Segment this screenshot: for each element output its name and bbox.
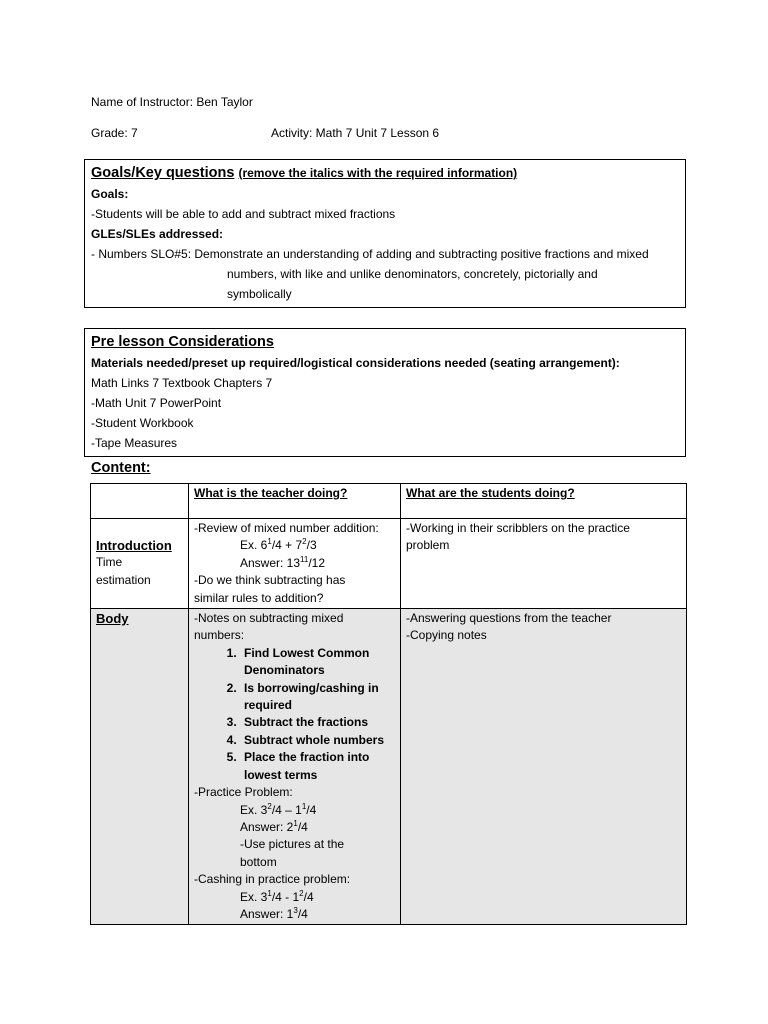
step-item: 1. Find Lowest Common Denominators (240, 645, 395, 680)
grade: Grade: 7 (91, 126, 138, 140)
time-label: estimation (96, 572, 151, 587)
step-item: 4. Subtract whole numbers (240, 732, 395, 749)
activity: Activity: Math 7 Unit 7 Lesson 6 (271, 126, 440, 140)
intro-teacher-line: -Do we think subtracting has (194, 573, 346, 588)
steps-list (194, 645, 395, 784)
body-notes-line: numbers: (194, 628, 245, 643)
instructor-name: Name of Instructor: Ben Taylor (91, 95, 253, 109)
body-students-line: -Answering questions from the teacher (406, 611, 612, 626)
slo-line: - Numbers SLO#5: Demonstrate an understanding of adding and subtracting positive fractions and mixed (91, 247, 649, 261)
intro-answer-sup: 11 (300, 554, 309, 564)
intro-students-line: -Working in their scribblers on the practice (406, 521, 630, 535)
body-teacher-cell (189, 609, 401, 925)
intro-teacher-line: similar rules to addition? (194, 590, 324, 605)
material-item: Math Links 7 Textbook Chapters 7 (91, 376, 273, 390)
intro-example-sup: 1 (267, 537, 272, 547)
goals-heading: Goals/Key questions (91, 165, 235, 181)
step-item: 2. Is borrowing/cashing in required (240, 680, 395, 715)
body-students-line: -Copying notes (406, 628, 487, 643)
cashing-answer-part: Answer: 1 (240, 906, 294, 921)
header-cell-teacher (189, 484, 401, 519)
practice-example-part: Ex. 3 (240, 802, 268, 817)
cashing-example-part: /4 (303, 889, 314, 904)
cashing-label: -Cashing in practice problem: (194, 872, 351, 887)
content-table (90, 483, 687, 925)
table-header-row (91, 484, 687, 519)
practice-answer-sup: 1 (293, 818, 298, 828)
practice-answer-part: Answer: 2 (240, 819, 294, 834)
body-notes-line: -Notes on subtracting mixed (194, 611, 344, 626)
pictures-line: bottom (240, 854, 277, 869)
header-cell-students (401, 484, 687, 519)
cashing-answer-sup: 3 (293, 905, 298, 915)
material-item: -Math Unit 7 PowerPoint (91, 396, 222, 410)
practice-example-sup: 1 (301, 801, 307, 811)
practice-example-part: /4 (306, 802, 317, 817)
cashing-example-sup: 2 (299, 888, 304, 898)
goal-item: -Students will be able to add and subtract mixed fractions (91, 207, 396, 221)
intro-example-part: Ex. 6 (240, 538, 268, 553)
cashing-answer-part: /4 (297, 906, 308, 921)
practice-example-sup: 2 (267, 801, 272, 811)
body-students-cell (401, 609, 687, 925)
goals-note: (remove the italics with the required information) (238, 166, 518, 180)
goals-section (84, 159, 686, 308)
intro-example-part: /3 (306, 538, 317, 553)
col-teacher-label: What is the teacher doing? (194, 486, 348, 500)
cashing-answer (194, 906, 395, 923)
slo-line: numbers, with like and unlike denominators, concretely, pictorially and (227, 267, 598, 281)
cashing-example-part: Ex. 3 (240, 889, 268, 904)
practice-example-part: /4 – 1 (271, 802, 302, 817)
pictures-line: -Use pictures at the (240, 837, 345, 852)
slo-line: symbolically (227, 287, 292, 301)
intro-answer-part: Answer: 13 (240, 555, 301, 570)
content-heading: Content: (91, 460, 151, 476)
cashing-example-sup: 1 (267, 888, 272, 898)
cashing-example (194, 889, 395, 906)
step-item: 3. Subtract the fractions (240, 714, 395, 731)
intro-label-cell (91, 519, 189, 609)
intro-teacher-line: -Review of mixed number addition: (194, 521, 379, 535)
body-label: Body (96, 611, 129, 627)
practice-answer-part: /4 (297, 819, 308, 834)
goals-label: Goals: (91, 187, 129, 201)
table-row-body (91, 609, 687, 925)
practice-answer (194, 819, 395, 836)
intro-label: Introduction (96, 538, 172, 553)
intro-answer-part: /12 (308, 555, 326, 570)
table-row-introduction (91, 519, 687, 609)
pre-lesson-section (84, 328, 686, 457)
material-item: -Tape Measures (91, 436, 178, 450)
intro-example-part: /4 + 7 (271, 538, 303, 553)
gles-label: GLEs/SLEs addressed: (91, 227, 224, 241)
materials-label: Materials needed/preset up required/logistical considerations needed (seating arrangement): (91, 356, 620, 370)
cashing-example-part: /4 - 1 (271, 889, 300, 904)
col-students-label: What are the students doing? (406, 486, 575, 500)
header-cell-empty (91, 484, 189, 519)
intro-answer (194, 555, 395, 572)
time-label: Time (96, 555, 123, 570)
pre-lesson-title: Pre lesson Considerations (91, 334, 274, 350)
intro-students-line: problem (406, 538, 450, 553)
intro-example (194, 537, 395, 554)
body-label-cell (91, 609, 189, 925)
material-item: -Student Workbook (91, 416, 194, 430)
intro-example-sup: 2 (302, 537, 307, 547)
goals-title (91, 162, 679, 184)
practice-label: -Practice Problem: (194, 785, 293, 800)
step-item: 5. Place the fraction into lowest terms (240, 749, 395, 784)
intro-students-cell (401, 519, 687, 609)
intro-teacher-cell (189, 519, 401, 609)
practice-example (194, 802, 395, 819)
